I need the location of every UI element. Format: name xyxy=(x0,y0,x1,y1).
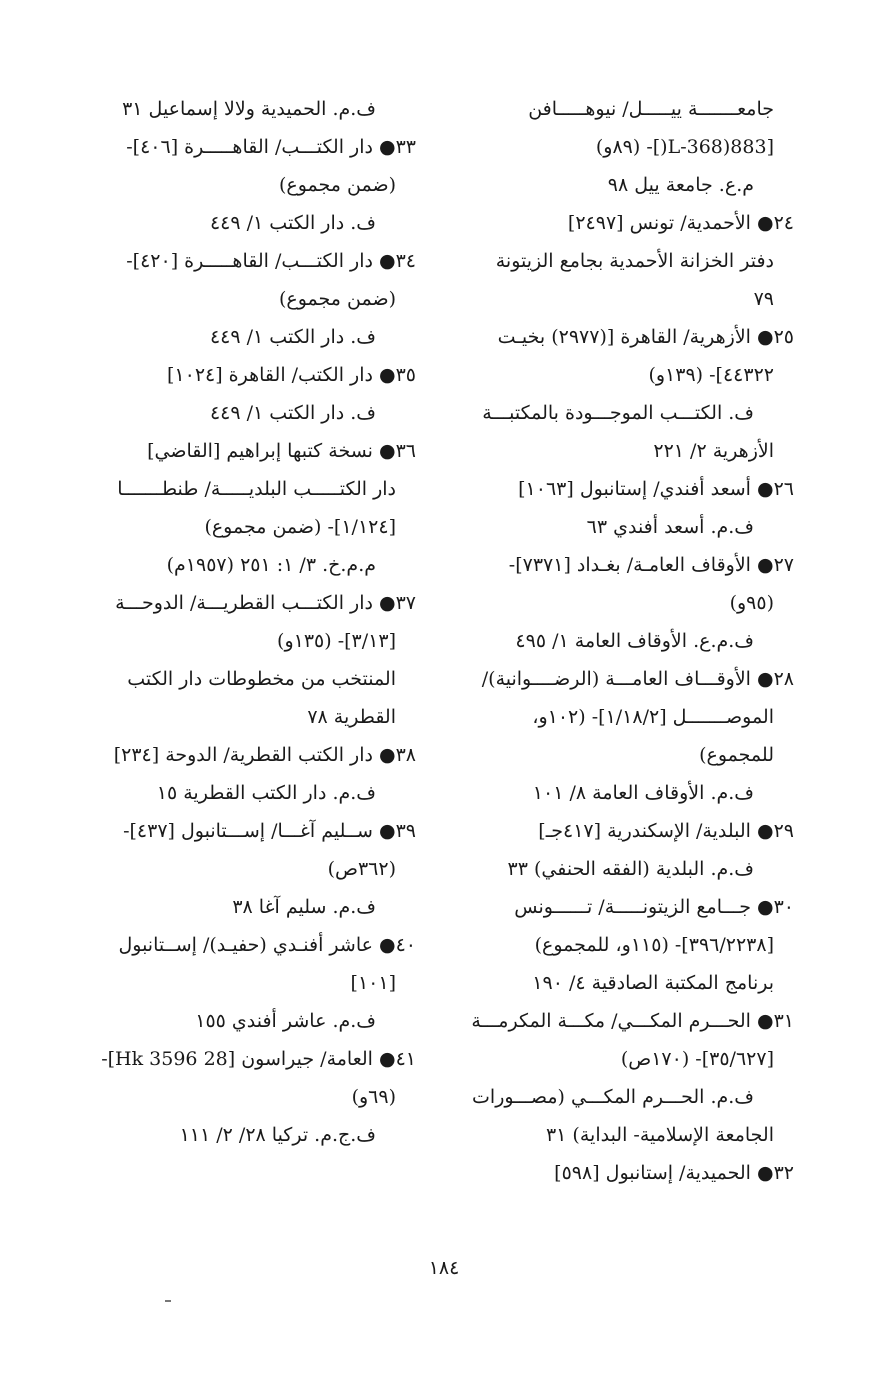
page-number: ١٨٤ xyxy=(428,1257,460,1279)
right-column-line: ٢٤● الأحمدية/ تونس [٢٤٩٧] xyxy=(567,212,794,234)
left-column-line: ف.ج.م. تركيا ٢٨/ ٢/ ١١١ xyxy=(179,1124,376,1146)
right-column-line: ٧٩ xyxy=(753,288,774,310)
right-column-line: الأزهرية ٢/ ٢٢١ xyxy=(653,440,774,462)
left-column-line: ف. دار الكتب ١/ ٤٤٩ xyxy=(209,326,376,348)
right-column-line: للمجموع) xyxy=(699,744,774,766)
left-column-line: (ضمن مجموع) xyxy=(278,174,396,196)
right-column-line: ٢٩● البلدية/ الإسكندرية [٤١٧جـ] xyxy=(538,820,794,842)
left-column-line: [١٠١] xyxy=(350,972,396,994)
left-column-line: دار الكتـــــب البلديـــــة/ طنطـــــــا xyxy=(117,478,396,500)
right-column-line: (٩٥و) xyxy=(729,592,774,614)
left-column-line: ٣٥● دار الكتب/ القاهرة [١٠٢٤] xyxy=(166,364,416,386)
right-column-line: ٢٨● الأوقـــاف العامـــة (الرضــــوانية)/ xyxy=(481,668,794,690)
left-column-line: (٦٩و) xyxy=(351,1086,396,1108)
right-column-line: ٣٠● جـــامع الزيتونـــــة/ تــــــونس xyxy=(514,896,794,918)
left-column-line: ف. دار الكتب ١/ ٤٤٩ xyxy=(209,402,376,424)
right-column-line: ٢٧● الأوقاف العامـة/ بغـداد [٧٣٧١]- xyxy=(508,554,794,576)
right-column xyxy=(442,90,794,1192)
left-column-line: ٤١● العامة/ جيراسون [28 Hk 3596]- xyxy=(101,1048,416,1070)
left-column-line: ٤٠● عاشر أفنـدي (حفيـد)/ إســتانبول xyxy=(118,934,416,956)
right-column-line: م.ع. جامعة ييل ٩٨ xyxy=(607,174,754,196)
left-column-line: المنتخب من مخطوطات دار الكتب xyxy=(127,668,396,690)
left-column-line: ٣٩● ســليم آغـــا/ إســـتانبول [٤٣٧]- xyxy=(123,820,416,842)
right-column-line: ف. الكتـــب الموجـــودة بالمكتبـــة xyxy=(482,402,754,424)
scan-speck xyxy=(165,1300,171,1302)
left-column-line: ف.م. دار الكتب القطرية ١٥ xyxy=(156,782,376,804)
left-column-line: القطرية ٧٨ xyxy=(307,706,396,728)
right-column-line: برنامج المكتبة الصادقية ٤/ ١٩٠ xyxy=(532,972,774,994)
left-column-line: (٣٦٢ص) xyxy=(327,858,396,880)
right-column-line: [L-368)883(]- (٨٩و) xyxy=(595,136,774,158)
left-column-line: م.م.خ. ٣/ ١: ٢٥١ (١٩٥٧م) xyxy=(166,554,376,576)
left-column-line: ٣٨● دار الكتب القطرية/ الدوحة [٢٣٤] xyxy=(113,744,416,766)
right-column-line: ٢٥● الأزهرية/ القاهرة [(٢٩٧٧) بخيـت xyxy=(497,326,794,348)
right-column-line: جامعـــــــة ييـــــل/ نيوهـــــافن xyxy=(528,98,774,120)
right-column-line: ف.م.ع. الأوقاف العامة ١/ ٤٩٥ xyxy=(515,630,754,652)
right-column-line: ف.م. أسعد أفندي ٦٣ xyxy=(586,516,754,538)
left-column-line: (ضمن مجموع) xyxy=(278,288,396,310)
right-column-line: ٣١● الحـــرم المكـــي/ مكـــة المكرمـــة xyxy=(471,1010,794,1032)
right-column-line: ٤٤٣٢٢]- (١٣٩و) xyxy=(648,364,774,386)
right-column-line: الجامعة الإسلامية- البداية) ٣١ xyxy=(545,1124,774,1146)
right-column-line: الموصـــــــل [١/١٨/٢]- (١٠٢و، xyxy=(532,706,774,728)
left-column-line: ف.م. عاشر أفندي ١٥٥ xyxy=(195,1010,376,1032)
right-column-line: ٣٢● الحميدية/ إستانبول [٥٩٨] xyxy=(554,1162,794,1184)
right-column-line: ف.م. البلدية (الفقه الحنفي) ٣٣ xyxy=(507,858,754,880)
left-column-line: [١/١٢٤]- (ضمن مجموع) xyxy=(204,516,396,538)
right-column-line: ف.م. الأوقاف العامة ٨/ ١٠١ xyxy=(532,782,754,804)
right-column-line: ف.م. الحـــرم المكـــي (مصـــورات xyxy=(472,1086,754,1108)
left-column xyxy=(64,90,416,1154)
right-column-line: ٢٦● أسعد أفندي/ إستانبول [١٠٦٣] xyxy=(518,478,794,500)
left-column-line: ٣٧● دار الكتـــب القطريـــة/ الدوحـــة xyxy=(115,592,416,614)
left-column-line: ٣٤● دار الكتـــب/ القاهـــــرة [٤٢٠]- xyxy=(126,250,416,272)
left-column-line: ف. دار الكتب ١/ ٤٤٩ xyxy=(209,212,376,234)
left-column-line: ف.م. سليم آغا ٣٨ xyxy=(232,896,376,918)
left-column-line: ٣٣● دار الكتـــب/ القاهـــــرة [٤٠٦]- xyxy=(126,136,416,158)
left-column-line: ٣٦● نسخة كتبها إبراهيم [القاضي] xyxy=(147,440,416,462)
right-column-line: [٣٥/٦٢٧]- (١٧٠ص) xyxy=(620,1048,774,1070)
left-column-line: [٣/١٣]- (١٣٥و) xyxy=(277,630,396,652)
right-column-line: [٣٩٦/٢٢٣٨]- (١١٥و، للمجموع) xyxy=(534,934,774,956)
left-column-line: ف.م. الحميدية ولالا إسماعيل ٣١ xyxy=(122,98,376,120)
right-column-line: دفتر الخزانة الأحمدية بجامع الزيتونة xyxy=(495,250,774,272)
